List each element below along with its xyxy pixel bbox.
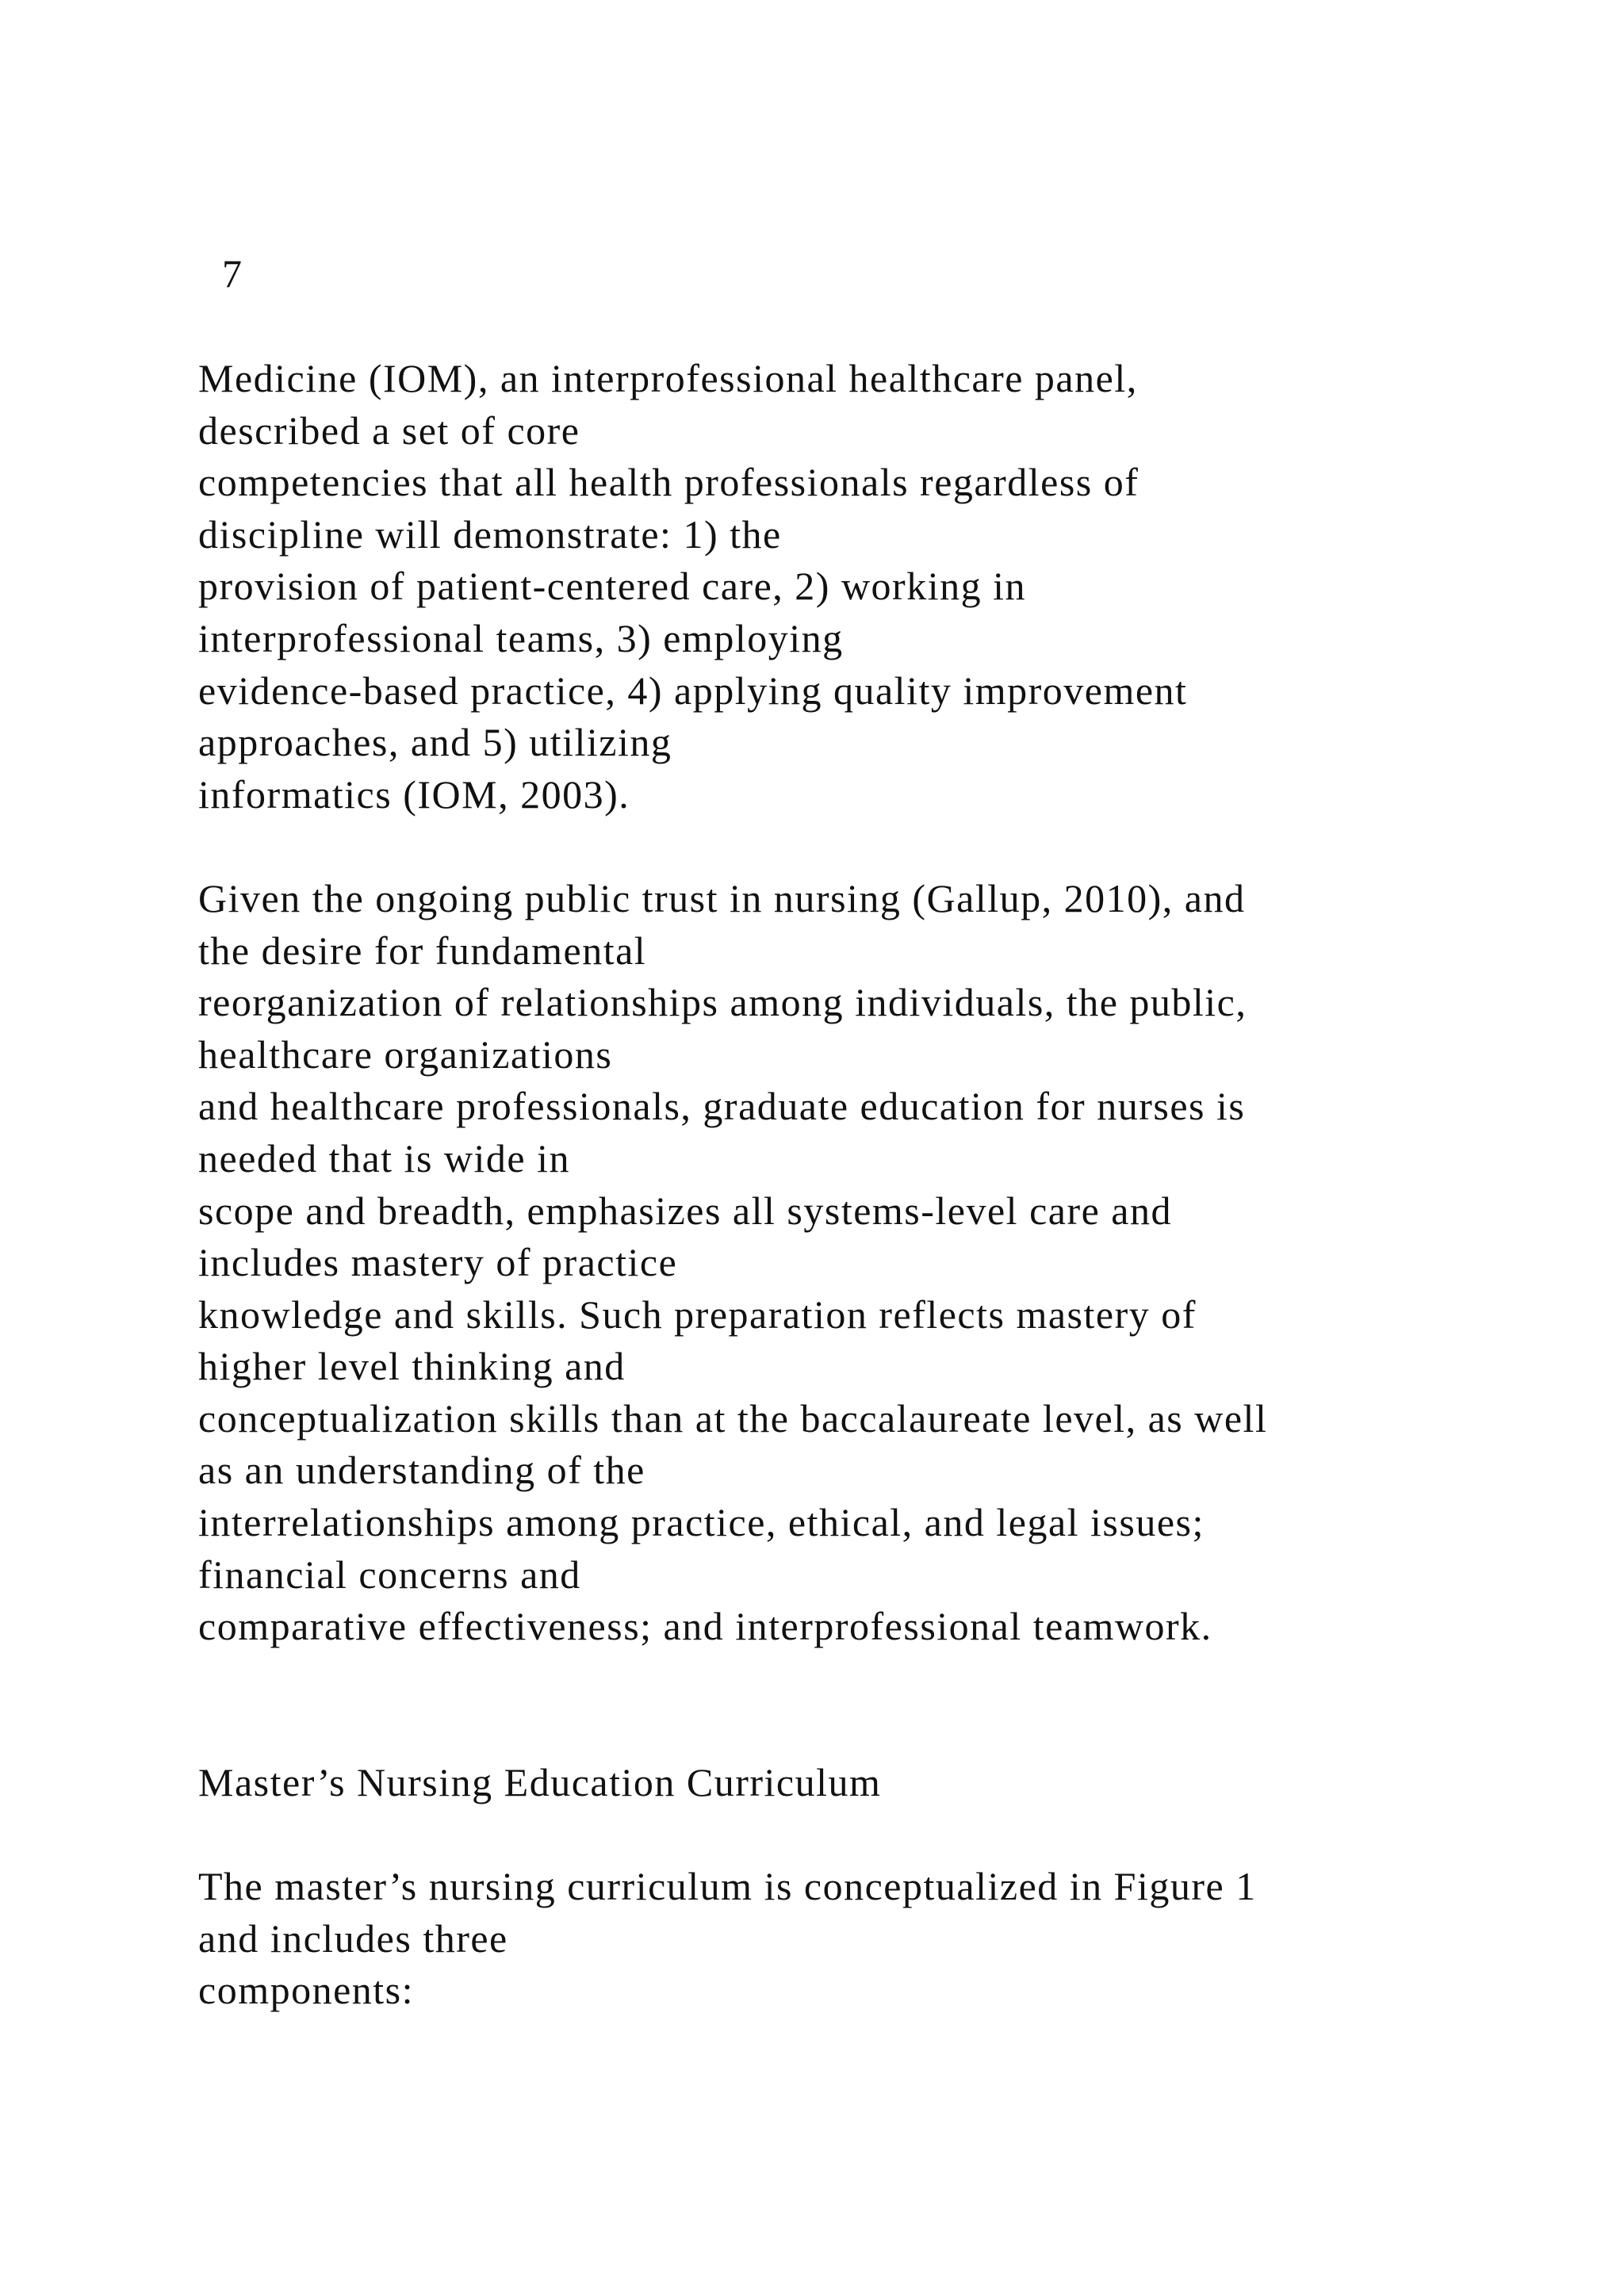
text-line: comparative effectiveness; and interprofessional teamwork. bbox=[198, 1604, 1212, 1649]
paragraph-iom-competencies bbox=[198, 353, 1546, 821]
text-line: competencies that all health professionals regardless of bbox=[198, 460, 1139, 505]
text-line: evidence-based practice, 4) applying quality improvement bbox=[198, 668, 1188, 713]
text-line: The master’s nursing curriculum is conceptualized in Figure 1 bbox=[198, 1864, 1257, 1909]
text-line: as an understanding of the bbox=[198, 1448, 645, 1493]
body-text bbox=[198, 353, 1546, 2017]
paragraph-spacer bbox=[198, 1705, 1546, 1757]
page-number: 7 bbox=[222, 251, 242, 296]
text-line: Given the ongoing public trust in nursing (Gallup, 2010), and bbox=[198, 875, 1246, 920]
paragraph-spacer bbox=[198, 1653, 1546, 1705]
text-line: informatics (IOM, 2003). bbox=[198, 771, 630, 817]
text-line: needed that is wide in bbox=[198, 1135, 570, 1181]
section-heading: Master’s Nursing Education Curriculum bbox=[198, 1760, 882, 1805]
paragraph-spacer bbox=[198, 821, 1546, 873]
text-line: and healthcare professionals, graduate education for nurses is bbox=[198, 1084, 1246, 1129]
text-line: reorganization of relationships among individuals, the public, bbox=[198, 980, 1247, 1025]
text-line: includes mastery of practice bbox=[198, 1240, 678, 1285]
text-line: higher level thinking and bbox=[198, 1344, 626, 1389]
text-line: interrelationships among practice, ethical, and legal issues; bbox=[198, 1500, 1205, 1545]
text-line: components: bbox=[198, 1968, 415, 2013]
text-line: provision of patient-centered care, 2) working in bbox=[198, 564, 1026, 609]
text-line: interprofessional teams, 3) employing bbox=[198, 615, 844, 660]
text-line: approaches, and 5) utilizing bbox=[198, 720, 672, 765]
text-line: and includes three bbox=[198, 1915, 508, 1961]
text-line: financial concerns and bbox=[198, 1552, 581, 1597]
text-line: the desire for fundamental bbox=[198, 928, 647, 973]
text-line: conceptualization skills than at the baccalaureate level, as well bbox=[198, 1395, 1268, 1441]
text-line: healthcare organizations bbox=[198, 1031, 613, 1077]
paragraph-spacer bbox=[198, 1809, 1546, 1862]
text-line: discipline will demonstrate: 1) the bbox=[198, 511, 782, 557]
paragraph-public-trust bbox=[198, 873, 1546, 1653]
text-line: scope and breadth, emphasizes all systems-level care and bbox=[198, 1188, 1172, 1233]
text-line: described a set of core bbox=[198, 408, 580, 453]
text-line: knowledge and skills. Such preparation reflects mastery of bbox=[198, 1292, 1197, 1337]
paragraph-curriculum-components bbox=[198, 1861, 1546, 2017]
text-line: Medicine (IOM), an interprofessional healthcare panel, bbox=[198, 356, 1138, 400]
